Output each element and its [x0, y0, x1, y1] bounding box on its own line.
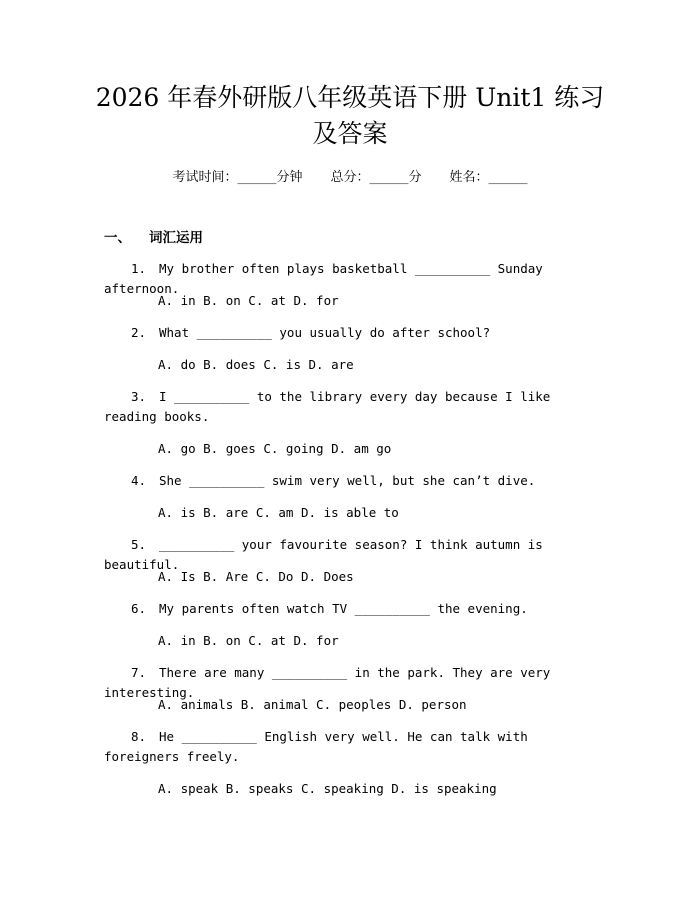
section-number: 一、 — [104, 230, 131, 246]
question-text: __________ your favourite season? I think autumn is beautiful. — [104, 537, 543, 572]
exam-score: 总分：______分 — [330, 170, 422, 185]
question-number: 7. — [131, 665, 147, 680]
question-number: 5. — [131, 537, 147, 552]
question-7-options: A. animals B. animal C. peoples D. person — [158, 697, 467, 712]
exam-info-line — [0, 168, 700, 188]
question-text: She __________ swim very well, but she can’t dive. — [159, 473, 536, 488]
question-number: 6. — [131, 601, 147, 616]
title-line-2: 及答案 — [312, 119, 388, 148]
title-line-1: 2026 年春外研版八年级英语下册 Unit1 练习 — [95, 83, 605, 112]
question-text: My brother often plays basketball __________ Sunday afternoon. — [104, 261, 543, 296]
question-4-options: A. is B. are C. am D. is able to — [158, 505, 399, 520]
question-3-options: A. go B. goes C. going D. am go — [158, 441, 392, 456]
question-3 — [104, 387, 602, 427]
question-text: I __________ to the library every day because I like reading books. — [104, 389, 551, 424]
question-1-options: A. in B. on C. at D. for — [158, 293, 339, 308]
question-number: 4. — [131, 473, 147, 488]
question-8-options: A. speak B. speaks C. speaking D. is speaking — [158, 781, 497, 796]
question-6 — [104, 599, 602, 619]
section-title: 词汇运用 — [149, 230, 203, 246]
question-text: My parents often watch TV __________ the evening. — [159, 601, 528, 616]
question-number: 1. — [131, 261, 147, 276]
question-number: 8. — [131, 729, 147, 744]
student-name: 姓名：______ — [449, 170, 528, 185]
question-6-options: A. in B. on C. at D. for — [158, 633, 339, 648]
exam-time: 考试时间：______分钟 — [172, 170, 303, 185]
question-8 — [104, 727, 602, 767]
question-number: 2. — [131, 325, 147, 340]
question-text: There are many __________ in the park. They are very interesting. — [104, 665, 551, 700]
question-4 — [104, 471, 602, 491]
question-5-options: A. Is B. Are C. Do D. Does — [158, 569, 354, 584]
section-heading — [104, 228, 203, 248]
question-number: 3. — [131, 389, 147, 404]
document-title — [90, 80, 610, 152]
question-2-options: A. do B. does C. is D. are — [158, 357, 354, 372]
question-text: What __________ you usually do after school? — [159, 325, 491, 340]
question-text: He __________ English very well. He can talk with foreigners freely. — [104, 729, 528, 764]
question-2 — [104, 323, 602, 343]
